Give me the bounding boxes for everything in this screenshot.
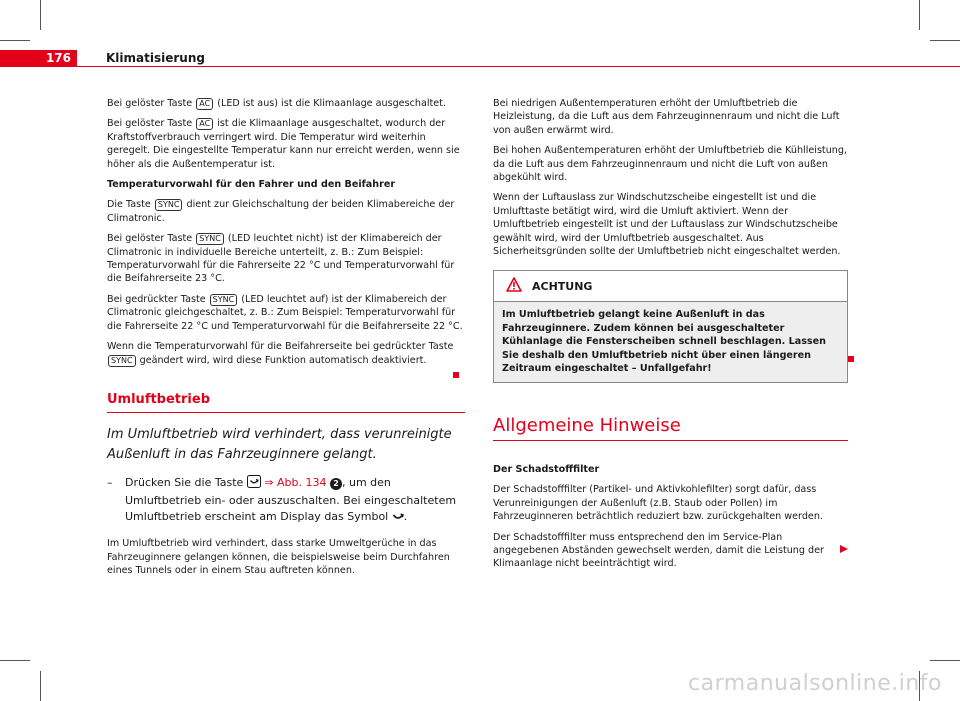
callout-number: 2 xyxy=(330,478,342,490)
warning-body: Im Umluftbetrieb gelangt keine Außenluft in das Fahrzeuginnere. Zudem können bei ausgeschalteter Kühlanlage die Fensterscheiben schnell beschlagen. Lassen Sie deshalb den Umluftbetrieb nicht über einen längeren Zeitraum eingeschaltet – Unfallgefahr! xyxy=(494,302,847,381)
paragraph: Die Taste SYNC dient zur Gleichschaltung der beiden Klimabereiche der Climatronic. xyxy=(107,199,455,224)
warning-box xyxy=(493,270,848,382)
sync-key-label: SYNC xyxy=(155,199,183,211)
subheading: Der Schadstofffilter xyxy=(493,463,600,475)
warning-header xyxy=(494,271,847,302)
continue-arrow-icon xyxy=(840,538,848,557)
ac-key-label: AC xyxy=(196,98,213,110)
paragraph: Im Umluftbetrieb wird verhindert, dass starke Umweltgerüche in das Fahrzeuginnere gelangen können, die beispielsweise beim Durchfahren eines Tunnels oder in einem Stau auftreten können. xyxy=(107,538,450,577)
section-end-icon xyxy=(453,372,459,378)
crop-mark xyxy=(40,671,41,701)
page-header xyxy=(0,50,960,67)
paragraph: Wenn die Temperaturvorwahl für die Beifahrerseite bei gedrückter Taste SYNC geändert wird, wird diese Funktion automatisch deaktiviert. xyxy=(107,341,454,366)
figure-reference-link[interactable]: ⇒ Abb. 134 xyxy=(264,476,327,490)
crop-mark xyxy=(0,660,30,661)
crop-mark xyxy=(40,0,41,30)
left-column xyxy=(107,97,465,585)
paragraph: Bei niedrigen Außentemperaturen erhöht der Umluftbetrieb die Heizleistung, da die Luft aus dem Fahrzeuginnenraum und nicht die Luft von außen erwärmt wird. xyxy=(493,98,840,136)
sync-key-label: SYNC xyxy=(210,294,238,306)
step-dash: – xyxy=(107,476,113,490)
recirculation-symbol-icon xyxy=(392,511,404,527)
instruction-step xyxy=(107,475,465,527)
ac-key-label: AC xyxy=(196,118,213,130)
paragraph: Der Schadstofffilter (Partikel- und Aktivkohlefilter) sorgt dafür, dass Verunreinigungen der Außenluft (z.B. Staub oder Pollen) im Fahrzeuginneren beträchtlich reduziert bzw. zurückgehalten werden. xyxy=(493,484,823,523)
paragraph: Bei gelöster Taste SYNC (LED leuchtet nicht) ist der Klimabereich der Climatronic in individuelle Bereiche unterteilt, z. B.: Zum Beispiel: Temperaturvorwahl für die Fahrerseite 22 °C und Temperaturvorwahl für die Beifahrerseite 23 °C. xyxy=(107,233,455,285)
crop-mark xyxy=(0,40,30,41)
step-text: Drücken Sie die Taste ⇒ Abb. 134 2 , um den Umluftbetrieb ein- oder auszuschalten. Bei eingeschaltetem Umluftbetrieb erscheint am Display das Symbol . xyxy=(125,475,465,527)
section-intro: Im Umluftbetrieb wird verhindert, dass verunreinigte Außenluft in das Fahrzeuginnere gelangt. xyxy=(107,427,452,463)
paragraph: Bei hohen Außentemperaturen erhöht der Umluftbetrieb die Kühlleistung, da die Luft aus dem Fahrzeuginnenraum und nicht die Luft von außen abgekühlt wird. xyxy=(493,145,847,184)
chapter-title: Klimatisierung xyxy=(106,51,205,65)
page-number: 176 xyxy=(0,50,77,67)
sync-key-label: SYNC xyxy=(108,355,136,367)
warning-title: ACHTUNG xyxy=(532,279,593,293)
sync-key-label: SYNC xyxy=(196,233,224,245)
section-end-icon xyxy=(848,356,854,362)
section-title-umluftbetrieb: Umluftbetrieb xyxy=(107,393,465,413)
paragraph: Bei gelöster Taste AC ist die Klimaanlage ausgeschaltet, wodurch der Kraftstoffverbrauch verringert wird. Die Temperatur wird weiterhin geregelt. Die eingestellte Temperatur kann nur erreicht werden, wenn sie höher als die Außentemperatur ist. xyxy=(107,118,460,170)
crop-mark xyxy=(919,0,920,30)
right-column xyxy=(493,97,848,578)
crop-mark xyxy=(930,40,960,41)
header-title-background xyxy=(77,50,960,66)
paragraph: Wenn der Luftauslass zur Windschutzscheibe eingestellt ist und die Umlufttaste betätigt wird, wird die Umluft aktiviert. Wenn der Umluftbetrieb eingestellt ist und der Luftauslass zur Windschutzscheibe gewählt wird, wird der Umluftbetrieb ausgeschaltet. Aus Sicherheitsgründen sollte der Umluftbetrieb nicht eingeschaltet werden. xyxy=(493,192,841,258)
paragraph: Bei gelöster Taste AC (LED ist aus) ist die Klimaanlage ausgeschaltet. xyxy=(107,98,446,109)
paragraph: Bei gedrückter Taste SYNC (LED leuchtet auf) ist der Klimabereich der Climatronic gleichgeschaltet, z. B.: Zum Beispiel: Temperaturvorwahl für die Fahrerseite 22 °C und Temperaturvorwahl für die Beifahrerseite 22 °C. xyxy=(107,293,463,332)
crop-mark xyxy=(930,660,960,661)
recirculation-button-icon xyxy=(247,475,261,493)
warning-triangle-icon xyxy=(506,277,522,296)
paragraph: Der Schadstofffilter muss entsprechend den im Service-Plan angegebenen Abständen gewechselt werden, damit die Leistung der Klimaanlage nicht beeinträchtigt wird. xyxy=(493,531,824,570)
subheading: Temperaturvorwahl für den Fahrer und den Beifahrer xyxy=(107,179,396,191)
section-title-allgemeine-hinweise: Allgemeine Hinweise xyxy=(493,419,848,441)
watermark: carmanualsonline.info xyxy=(688,671,942,696)
